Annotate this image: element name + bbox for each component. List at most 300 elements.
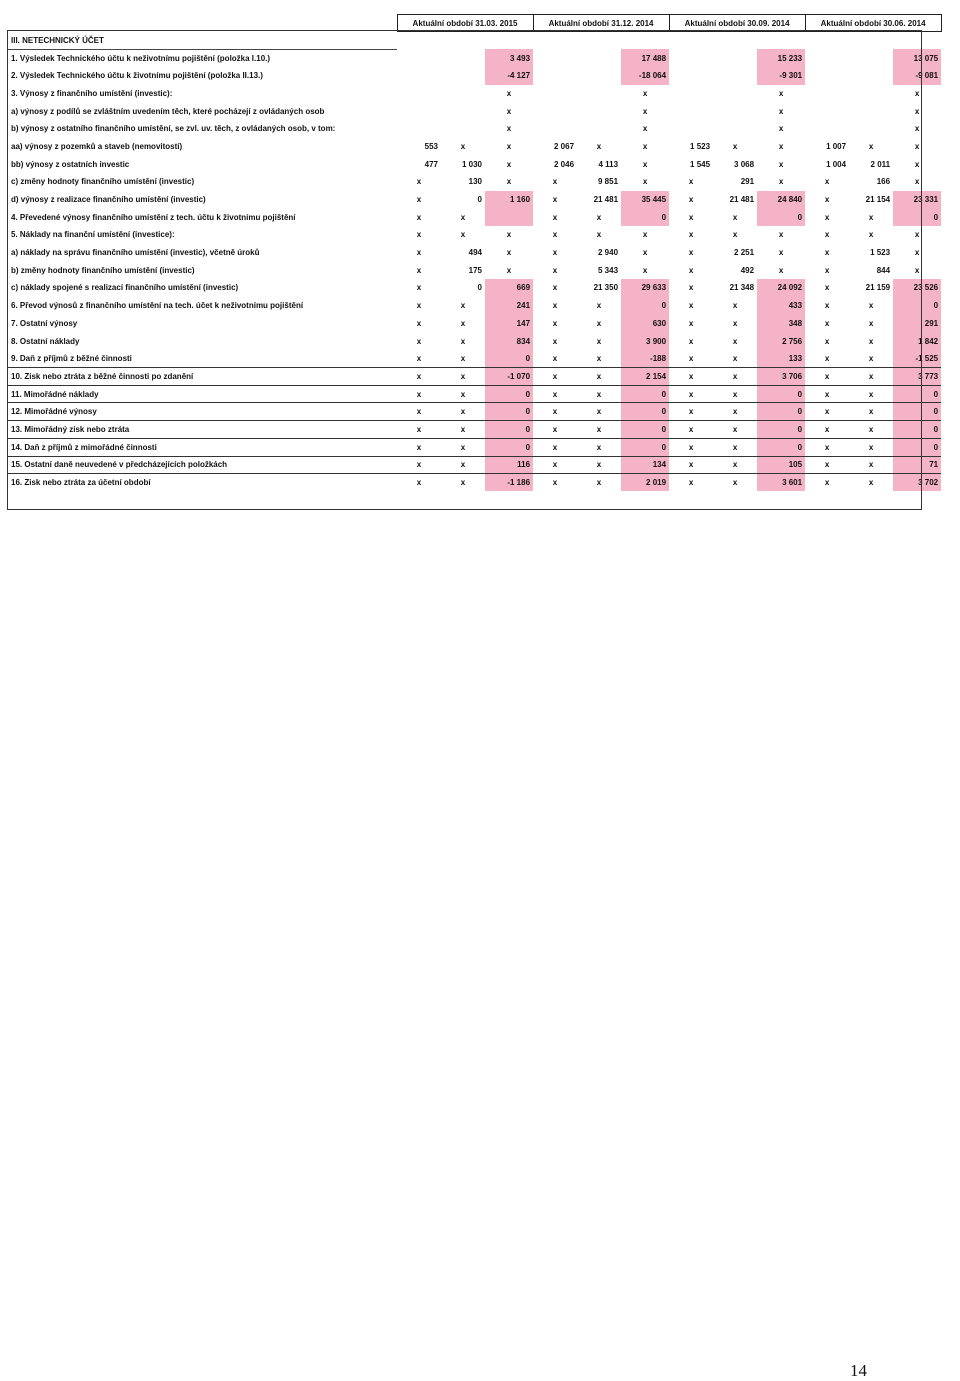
value-cell: x [849,368,893,386]
value-cell [397,120,441,138]
value-cell: 494 [468,248,482,258]
value-cell: x [533,456,577,474]
value-cell: x [416,301,422,311]
value-cell: x [914,106,920,116]
value-cell: x [732,212,738,222]
value-cell: x [805,368,849,386]
value-cell: x [824,230,830,240]
value-cell: 2 940 [598,248,619,258]
value-cell: x [669,368,713,386]
value-cell: x [688,265,694,275]
value-cell: x [552,177,558,187]
value-cell: x [642,230,648,240]
value-cell: x [849,385,893,403]
value-cell: x [460,318,466,328]
value-cell: x [642,159,648,169]
value-cell: 0 [621,403,669,421]
table-row [7,385,941,403]
value-cell: -9 301 [757,67,805,85]
value-cell: 553 [424,141,438,151]
value-cell: x [778,88,784,98]
period-header: Aktuální období 31.12. 2014 [533,15,669,32]
row-label: 9. Daň z příjmů z běžné činnosti [11,353,132,363]
value-cell: x [669,474,713,492]
value-cell: x [805,474,849,492]
value-cell [441,120,485,138]
value-cell: x [552,318,558,328]
value-cell: x [460,336,466,346]
value-cell: 5 343 [598,265,619,275]
value-cell: x [642,88,648,98]
value-cell: 433 [757,297,805,315]
value-cell: 134 [621,456,669,474]
value-cell: x [642,106,648,116]
value-cell: 0 [893,421,941,439]
row-label: 11. Mimořádné náklady [7,385,397,403]
value-cell [849,49,893,67]
value-cell: x [397,474,441,492]
value-cell: x [669,403,713,421]
period-header: Aktuální období 30.06. 2014 [805,15,941,32]
value-cell: x [397,403,441,421]
value-cell: x [642,248,648,258]
value-cell: 2 756 [757,332,805,350]
value-cell: x [533,403,577,421]
value-cell: 1 842 [893,332,941,350]
value-cell: x [778,124,784,134]
row-label: III. NETECHNICKÝ ÚČET [7,32,397,50]
value-cell: x [868,318,874,328]
table-row [7,67,941,85]
value-cell: x [441,421,485,439]
row-label: 12. Mimořádné výnosy [7,403,397,421]
table-row [7,102,941,120]
value-cell: x [778,265,784,275]
row-label: 1. Výsledek Technického účtu k neživotnímu pojištění (položka I.10.) [11,53,271,63]
value-cell: x [849,403,893,421]
period-header: Aktuální období 31.03. 2015 [397,15,533,32]
value-cell: x [914,88,920,98]
value-cell: x [416,230,422,240]
value-cell: -9 081 [893,67,941,85]
value-cell: x [577,456,621,474]
value-cell: 834 [485,332,533,350]
row-label: a) výnosy z podílů se zvláštním uvedením těch, které pocházejí z ovládaných osob [11,106,325,116]
financial-statement [7,14,939,491]
value-cell: x [416,265,422,275]
value-cell [849,32,893,50]
table-row [7,332,941,350]
value-cell: 3 773 [893,368,941,386]
value-cell: x [416,336,422,346]
value-cell: x [824,336,830,346]
value-cell: 0 [893,208,941,226]
value-cell: 0 [893,438,941,456]
value-cell: x [868,301,874,311]
table-row [7,49,941,67]
value-cell [397,102,441,120]
value-cell: x [506,88,512,98]
value-cell: x [552,230,558,240]
value-cell: x [642,141,648,151]
value-cell: x [506,230,512,240]
value-cell: x [688,283,694,293]
value-cell: 21 481 [729,195,755,205]
value-cell: x [688,230,694,240]
value-cell: x [732,301,738,311]
value-cell: 1 030 [461,159,482,169]
value-cell: x [552,301,558,311]
row-label: 5. Náklady na finanční umístění (investice): [11,230,175,240]
value-cell: x [533,421,577,439]
row-label: 3. Výnosy z finančního umístění (investic): [11,88,173,98]
value-cell: 348 [757,315,805,333]
value-cell: x [688,195,694,205]
value-cell: 133 [757,350,805,368]
table-row [7,191,941,209]
value-cell: x [868,353,874,363]
value-cell: 29 633 [621,279,669,297]
value-cell: x [577,421,621,439]
period-header-row [7,15,941,32]
value-cell: x [778,159,784,169]
value-cell: x [669,456,713,474]
table-row [7,208,941,226]
value-cell: 21 159 [865,283,891,293]
value-cell: x [577,368,621,386]
value-cell: x [506,124,512,134]
value-cell: 2 046 [554,159,575,169]
value-cell: x [416,283,422,293]
value-cell [577,102,621,120]
value-cell: 0 [757,208,805,226]
value-cell: x [533,368,577,386]
value-cell: x [552,353,558,363]
value-cell: x [577,438,621,456]
value-cell: 0 [485,350,533,368]
value-cell [577,32,621,50]
value-cell [441,102,485,120]
value-cell: x [732,318,738,328]
value-cell: x [506,248,512,258]
value-cell: x [460,353,466,363]
value-cell: 13 075 [893,49,941,67]
value-cell: x [778,106,784,116]
row-label: 8. Ostatní náklady [11,336,80,346]
value-cell: x [552,265,558,275]
value-cell: 24 840 [757,191,805,209]
value-cell: x [688,177,694,187]
value-cell: 4 113 [598,159,619,169]
value-cell: x [688,212,694,222]
value-cell [577,85,621,103]
value-cell [849,102,893,120]
value-cell: x [596,141,602,151]
value-cell [577,120,621,138]
value-cell: 0 [621,297,669,315]
value-cell: 1 545 [690,159,711,169]
value-cell: x [416,248,422,258]
row-label: 6. Převod výnosů z finančního umístění na tech. účet k neživotnímu pojištění [11,301,304,311]
table-row [7,368,941,386]
value-cell [713,67,757,85]
value-cell: x [824,195,830,205]
value-cell [849,120,893,138]
value-cell [893,32,941,50]
value-cell: 0 [485,438,533,456]
value-cell: 3 493 [485,49,533,67]
value-cell: x [778,141,784,151]
value-cell [669,49,713,67]
value-cell: x [416,318,422,328]
table-row [7,403,941,421]
value-cell: x [824,318,830,328]
value-cell: x [713,438,757,456]
value-cell: x [778,248,784,258]
value-cell: x [669,438,713,456]
value-cell: 9 851 [598,177,619,187]
value-cell: 291 [893,315,941,333]
value-cell [397,49,441,67]
value-cell: 21 154 [865,195,891,205]
value-cell [805,49,849,67]
value-cell: x [713,385,757,403]
value-cell [533,85,577,103]
row-label: 4. Převedené výnosy finančního umístění z tech. účtu k životnímu pojištění [11,212,296,222]
value-cell: x [441,403,485,421]
value-cell [669,67,713,85]
value-cell: 630 [621,315,669,333]
value-cell: x [596,336,602,346]
value-cell: x [397,421,441,439]
row-label: 15. Ostatní daně neuvedené v předcházejících položkách [7,456,397,474]
row-label: aa) výnosy z pozemků a staveb (nemovitostí) [11,141,183,151]
value-cell: x [688,301,694,311]
value-cell: 23 331 [893,191,941,209]
value-cell: x [914,248,920,258]
table-row [7,474,941,492]
value-cell: 0 [893,403,941,421]
value-cell: 3 702 [893,474,941,492]
value-cell: x [577,385,621,403]
value-cell [441,49,485,67]
value-cell [805,102,849,120]
value-cell: 0 [477,283,482,293]
table-row [7,173,941,191]
value-cell [757,32,805,50]
value-cell: x [397,456,441,474]
value-cell: x [441,474,485,492]
value-cell: 2 011 [870,159,891,169]
value-cell: x [577,403,621,421]
value-cell: x [397,368,441,386]
value-cell: x [824,283,830,293]
value-cell: 15 233 [757,49,805,67]
value-cell: x [642,265,648,275]
value-cell [533,120,577,138]
value-cell: 0 [485,385,533,403]
value-cell: 71 [893,456,941,474]
value-cell [713,102,757,120]
value-cell [577,49,621,67]
value-cell: x [805,385,849,403]
value-cell: x [805,456,849,474]
table-row [7,120,941,138]
value-cell: x [552,195,558,205]
value-cell: 0 [621,421,669,439]
value-cell [397,85,441,103]
value-cell [533,32,577,50]
table-row [7,438,941,456]
value-cell: x [849,456,893,474]
table-row [7,421,941,439]
value-cell: x [914,124,920,134]
value-cell: x [732,336,738,346]
value-cell: x [849,421,893,439]
table-row [7,32,941,50]
value-cell: 166 [876,177,891,187]
value-cell: x [805,421,849,439]
value-cell: 0 [893,385,941,403]
value-cell: 116 [485,456,533,474]
value-cell: x [441,456,485,474]
table-row [7,350,941,368]
table-row [7,297,941,315]
row-label: 10. Zisk nebo ztráta z běžné činnosti po zdanění [7,368,397,386]
row-label: 7. Ostatní výnosy [11,318,78,328]
value-cell [485,32,533,50]
value-cell: 0 [621,208,669,226]
value-cell [485,208,533,226]
value-cell: 21 348 [729,283,755,293]
value-cell [397,32,441,50]
value-cell: x [669,421,713,439]
value-cell: x [506,141,512,151]
value-cell: x [506,177,512,187]
value-cell [621,32,669,50]
value-cell: 241 [485,297,533,315]
header-corner [7,15,397,32]
value-cell [805,85,849,103]
value-cell: 492 [740,265,755,275]
value-cell [669,85,713,103]
page-number: 14 [850,1361,867,1380]
value-cell: 0 [621,438,669,456]
value-cell: x [596,353,602,363]
value-cell [577,67,621,85]
value-cell [397,67,441,85]
value-cell: x [460,212,466,222]
value-cell: x [441,368,485,386]
value-cell: x [824,177,830,187]
value-cell: 1 007 [826,141,847,151]
value-cell: -1 070 [485,368,533,386]
value-cell: 2 154 [621,368,669,386]
value-cell: x [849,438,893,456]
value-cell: 2 251 [734,248,755,258]
row-label: d) výnosy z realizace finančního umístění (investic) [11,195,206,205]
value-cell: 0 [757,421,805,439]
row-label: a) náklady na správu finančního umístění (investic), včetně úroků [11,248,260,258]
value-cell: x [460,301,466,311]
value-cell: 1 523 [870,248,891,258]
table-row [7,244,941,262]
value-cell: x [914,141,920,151]
value-cell: x [914,265,920,275]
value-cell: x [460,230,466,240]
value-cell: 1 160 [485,191,533,209]
value-cell: x [397,438,441,456]
value-cell: x [596,212,602,222]
value-cell: x [642,124,648,134]
row-label: b) změny hodnoty finančního umístění (investic) [11,265,195,275]
row-label: b) výnosy z ostatního finančního umístění, se zvl. uv. těch, z ovládaných osob, v tom: [11,124,336,134]
value-cell: 1 523 [690,141,711,151]
value-cell: 0 [485,403,533,421]
value-cell [441,85,485,103]
value-cell: x [914,177,920,187]
value-cell [533,102,577,120]
value-cell [713,32,757,50]
value-cell: x [416,353,422,363]
value-cell [805,67,849,85]
value-cell: 105 [757,456,805,474]
value-cell: x [688,353,694,363]
value-cell: x [642,177,648,187]
value-cell [669,120,713,138]
value-cell [713,85,757,103]
value-cell: x [506,159,512,169]
value-cell: 0 [893,297,941,315]
table-row [7,226,941,244]
value-cell [713,120,757,138]
value-cell: 291 [740,177,755,187]
value-cell [713,49,757,67]
value-cell: 669 [485,279,533,297]
value-cell [441,67,485,85]
value-cell: x [824,212,830,222]
table-body [7,32,941,492]
value-cell: x [914,159,920,169]
value-cell: x [713,456,757,474]
value-cell: x [596,230,602,240]
row-label: 16. Zisk nebo ztráta za účetní období [7,474,397,492]
row-label: bb) výnosy z ostatních investic [11,159,130,169]
value-cell [669,32,713,50]
value-cell: x [868,336,874,346]
value-cell: x [713,368,757,386]
value-cell [849,85,893,103]
value-cell: 0 [757,438,805,456]
value-cell: x [778,230,784,240]
value-cell: 844 [876,265,891,275]
value-cell: x [868,141,874,151]
value-cell: -4 127 [485,67,533,85]
value-cell: 2 067 [554,141,575,151]
value-cell [533,49,577,67]
value-cell: x [824,353,830,363]
value-cell: x [416,177,422,187]
value-cell: x [552,283,558,293]
value-cell: x [732,353,738,363]
table-row [7,261,941,279]
value-cell: x [688,318,694,328]
value-cell: x [849,474,893,492]
row-label: c) změny hodnoty finančního umístění (investic) [11,177,195,187]
value-cell [805,120,849,138]
value-cell: 0 [621,385,669,403]
value-cell: x [713,474,757,492]
